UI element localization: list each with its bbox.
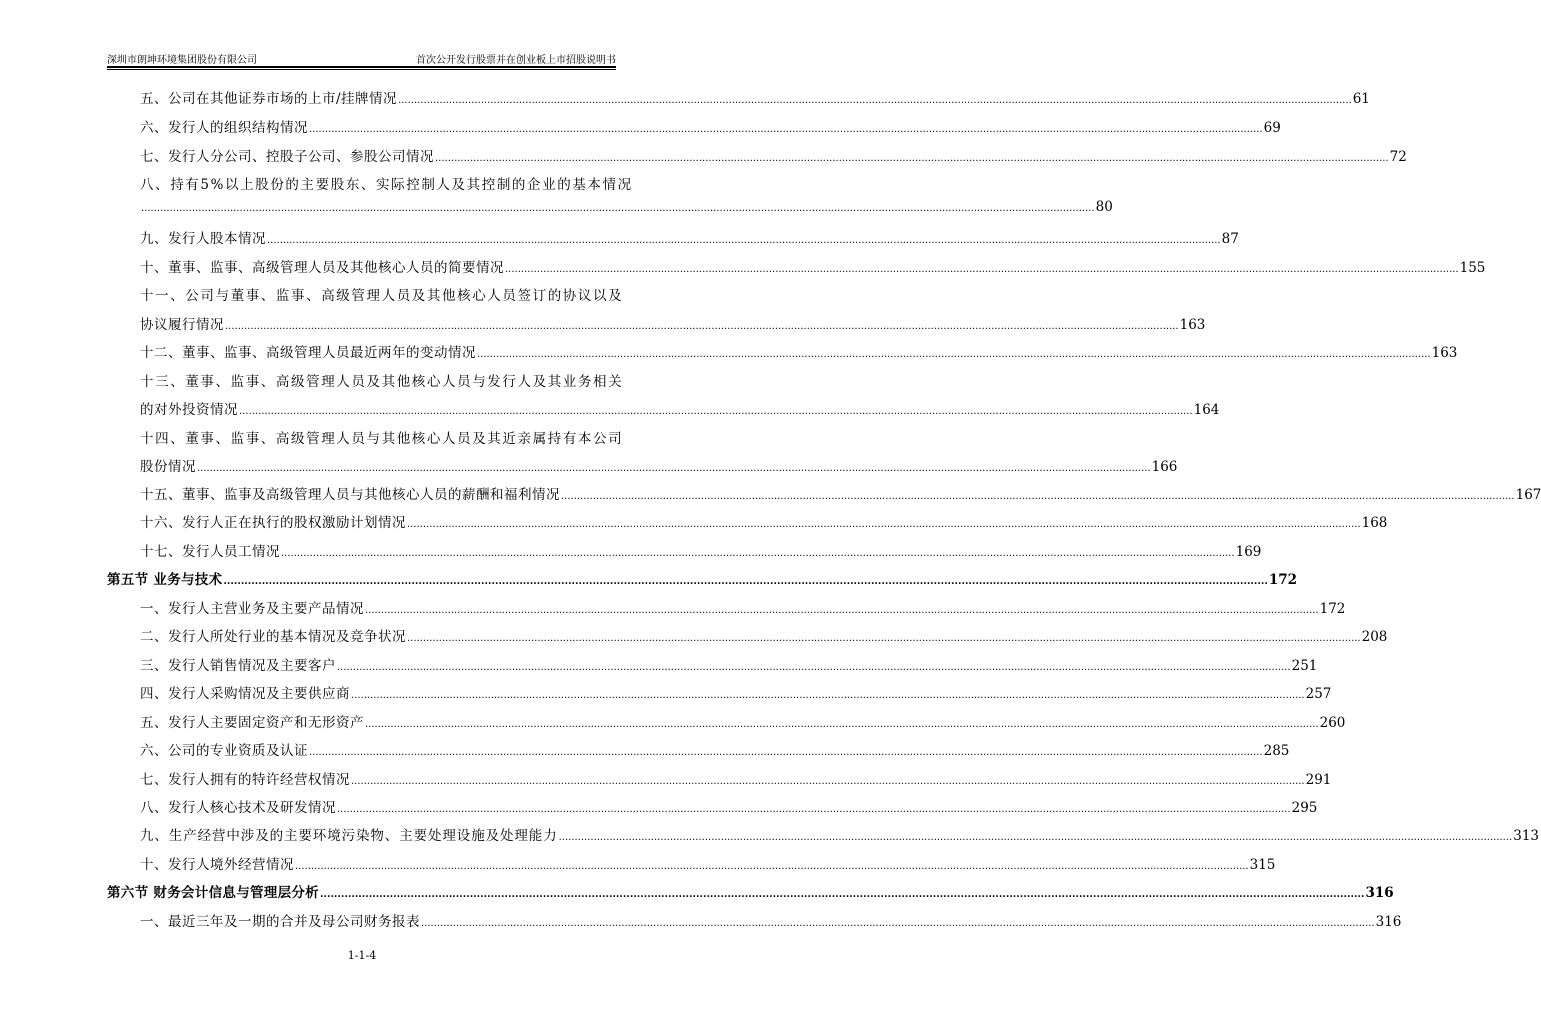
toc-entry[interactable]	[140, 853, 1276, 875]
toc-entry-title: 协议履行情况	[140, 317, 224, 333]
toc-entry[interactable]	[140, 87, 1370, 109]
leader-dots: ............................................................................................................................................................................................................................................................................................................	[407, 519, 1361, 530]
toc-entry[interactable]	[140, 370, 624, 392]
toc-entry[interactable]	[140, 427, 624, 449]
toc-entry[interactable]	[140, 768, 1332, 790]
toc-entry[interactable]	[140, 313, 1206, 335]
leader-dots: ............................................................................................................................................................................................................................................................................................................	[365, 719, 1319, 730]
leader-dots: ............................................................................................................................................................................................................................................................................................................	[558, 832, 1513, 843]
toc-entry[interactable]	[140, 625, 1388, 647]
toc-entry-title: 九、发行人股本情况	[140, 231, 266, 247]
toc-entry-page: 168	[1361, 515, 1388, 531]
toc-entry[interactable]	[140, 511, 1388, 533]
leader-dots: ............................................................................................................................................................................................................................................................................................................	[351, 776, 1305, 787]
toc-entry-title: 三、发行人销售情况及主要客户	[140, 658, 336, 674]
toc-entry-page: 316	[1375, 914, 1402, 930]
toc-entry-title: 十六、发行人正在执行的股权激励计划情况	[140, 515, 406, 531]
toc-entry[interactable]	[140, 341, 1458, 363]
toc-entry-title: 第六节 财务会计信息与管理层分析	[107, 885, 319, 901]
toc-entry-title: 十二、董事、监事、高级管理人员最近两年的变动情况	[140, 345, 476, 361]
toc-entry[interactable]	[140, 227, 1239, 249]
toc-entry-title: 十七、发行人员工情况	[140, 544, 280, 560]
leader-dots: ............................................................................................................................................................................................................................................................................................................	[281, 548, 1235, 559]
page-number: 1-1-4	[347, 949, 377, 962]
toc-entry[interactable]	[140, 796, 1318, 818]
toc-entry[interactable]	[140, 256, 1486, 278]
toc-entry-title: 十四、董事、监事、高级管理人员与其他核心人员及其近亲属持有本公司	[140, 431, 624, 447]
toc-entry-title: 七、发行人分公司、控股子公司、参股公司情况	[140, 149, 434, 165]
toc-entry-title: 十、发行人境外经营情况	[140, 857, 294, 873]
leader-dots: ............................................................................................................................................................................................................................................................................................................	[309, 124, 1263, 135]
toc-entry-continuation[interactable]	[140, 199, 1113, 221]
toc-entry[interactable]	[140, 654, 1318, 676]
toc-entry-page: 313	[1513, 828, 1540, 844]
toc-entry-page: 316	[1365, 885, 1394, 901]
toc-entry-page: 169	[1235, 544, 1262, 560]
leader-dots: ............................................................................................................................................................................................................................................................................................................	[141, 203, 1095, 214]
toc-entry-title: 九、生产经营中涉及的主要环境污染物、主要处理设施及处理能力	[140, 828, 558, 844]
toc-entry-page: 257	[1305, 686, 1332, 702]
toc-entry-title: 十、董事、监事、高级管理人员及其他核心人员的简要情况	[140, 260, 504, 276]
toc-entry-page: 166	[1151, 459, 1178, 475]
toc-entry[interactable]	[140, 116, 1281, 138]
toc-entry-title: 股份情况	[140, 459, 196, 475]
leader-dots: ............................................................................................................................................................................................................................................................................................................	[398, 95, 1352, 106]
toc-entry-title: 七、发行人拥有的特许经营权情况	[140, 772, 350, 788]
toc-entry-title: 十三、董事、监事、高级管理人员及其他核心人员与发行人及其业务相关	[140, 374, 624, 390]
toc-entry-title: 十五、董事、监事及高级管理人员与其他核心人员的薪酬和福利情况	[140, 487, 560, 503]
toc-entry-page: 80	[1095, 199, 1113, 215]
toc-entry-title: 四、发行人采购情况及主要供应商	[140, 686, 350, 702]
toc-entry[interactable]	[140, 910, 1402, 932]
toc-entry-page: 87	[1221, 231, 1239, 247]
toc-section-heading[interactable]	[107, 881, 1394, 903]
leader-dots: ............................................................................................................................................................................................................................................................................................................	[435, 153, 1389, 164]
toc-entry-page: 208	[1361, 629, 1388, 645]
toc-entry[interactable]	[140, 739, 1290, 761]
toc-entry[interactable]	[140, 173, 633, 195]
toc-entry-title: 十一、公司与董事、监事、高级管理人员及其他核心人员签订的协议以及	[140, 288, 624, 304]
toc-entry[interactable]	[140, 483, 1541, 505]
toc-entry[interactable]	[140, 682, 1332, 704]
toc-entry[interactable]	[140, 824, 1540, 846]
leader-dots: ............................................................................................................................................................................................................................................................................................................	[337, 804, 1291, 815]
toc-entry[interactable]	[140, 145, 1407, 167]
leader-dots: ............................................................................................................................................................................................................................................................................................................	[320, 889, 1365, 900]
leader-dots: ............................................................................................................................................................................................................................................................................................................	[223, 576, 1268, 587]
toc-entry-page: 69	[1263, 120, 1281, 136]
toc-entry-title: 一、最近三年及一期的合并及母公司财务报表	[140, 914, 420, 930]
toc-entry-title: 一、发行人主营业务及主要产品情况	[140, 601, 364, 617]
leader-dots: ............................................................................................................................................................................................................................................................................................................	[407, 633, 1361, 644]
leader-dots: ............................................................................................................................................................................................................................................................................................................	[365, 605, 1319, 616]
toc-entry-page: 163	[1431, 345, 1458, 361]
leader-dots: ............................................................................................................................................................................................................................................................................................................	[309, 747, 1263, 758]
toc-entry-title: 五、公司在其他证券市场的上市/挂牌情况	[140, 91, 398, 107]
toc-entry-title: 五、发行人主要固定资产和无形资产	[140, 715, 364, 731]
toc-entry-page: 285	[1263, 743, 1290, 759]
toc-entry[interactable]	[140, 455, 1178, 477]
toc-entry-page: 72	[1389, 149, 1407, 165]
leader-dots: ............................................................................................................................................................................................................................................................................................................	[337, 662, 1291, 673]
toc-entry-title: 六、发行人的组织结构情况	[140, 120, 308, 136]
toc-section-heading[interactable]	[107, 568, 1298, 590]
toc-entry-page: 155	[1459, 260, 1486, 276]
toc-entry[interactable]	[140, 597, 1346, 619]
toc-entry[interactable]	[140, 398, 1220, 420]
toc-entry-page: 167	[1515, 487, 1541, 503]
leader-dots: ............................................................................................................................................................................................................................................................................................................	[351, 690, 1305, 701]
toc-entry-title: 六、公司的专业资质及认证	[140, 743, 308, 759]
toc-entry-page: 291	[1305, 772, 1332, 788]
header-company: 深圳市朗坤环境集团股份有限公司	[107, 55, 257, 66]
toc-entry-title: 八、发行人核心技术及研发情况	[140, 800, 336, 816]
header-document-title: 首次公开发行股票并在创业板上市招股说明书	[416, 55, 616, 66]
leader-dots: ............................................................................................................................................................................................................................................................................................................	[197, 463, 1151, 474]
toc-entry-page: 172	[1268, 572, 1298, 588]
toc-entry-page: 61	[1352, 91, 1370, 107]
leader-dots: ............................................................................................................................................................................................................................................................................................................	[225, 321, 1179, 332]
leader-dots: ............................................................................................................................................................................................................................................................................................................	[267, 235, 1221, 246]
leader-dots: ............................................................................................................................................................................................................................................................................................................	[505, 264, 1459, 275]
toc-entry-page: 295	[1291, 800, 1318, 816]
leader-dots: ............................................................................................................................................................................................................................................................................................................	[239, 406, 1193, 417]
leader-dots: ............................................................................................................................................................................................................................................................................................................	[477, 349, 1431, 360]
toc-entry-title: 第五节 业务与技术	[107, 572, 223, 588]
toc-entry-page: 315	[1249, 857, 1276, 873]
toc-entry-title: 八、持有5%以上股份的主要股东、实际控制人及其控制的企业的基本情况	[140, 177, 633, 193]
toc-entry-page: 260	[1319, 715, 1346, 731]
leader-dots: ............................................................................................................................................................................................................................................................................................................	[561, 491, 1515, 502]
toc-entry[interactable]	[140, 540, 1262, 562]
toc-entry[interactable]	[140, 711, 1346, 733]
toc-entry-page: 164	[1193, 402, 1220, 418]
toc-entry[interactable]	[140, 284, 624, 306]
toc-entry-title: 二、发行人所处行业的基本情况及竞争状况	[140, 629, 406, 645]
toc-entry-page: 251	[1291, 658, 1318, 674]
toc-entry-page: 163	[1179, 317, 1206, 333]
leader-dots: ............................................................................................................................................................................................................................................................................................................	[421, 918, 1375, 929]
toc-entry-title: 的对外投资情况	[140, 402, 238, 418]
leader-dots: ............................................................................................................................................................................................................................................................................................................	[295, 861, 1249, 872]
toc-entry-page: 172	[1319, 601, 1346, 617]
